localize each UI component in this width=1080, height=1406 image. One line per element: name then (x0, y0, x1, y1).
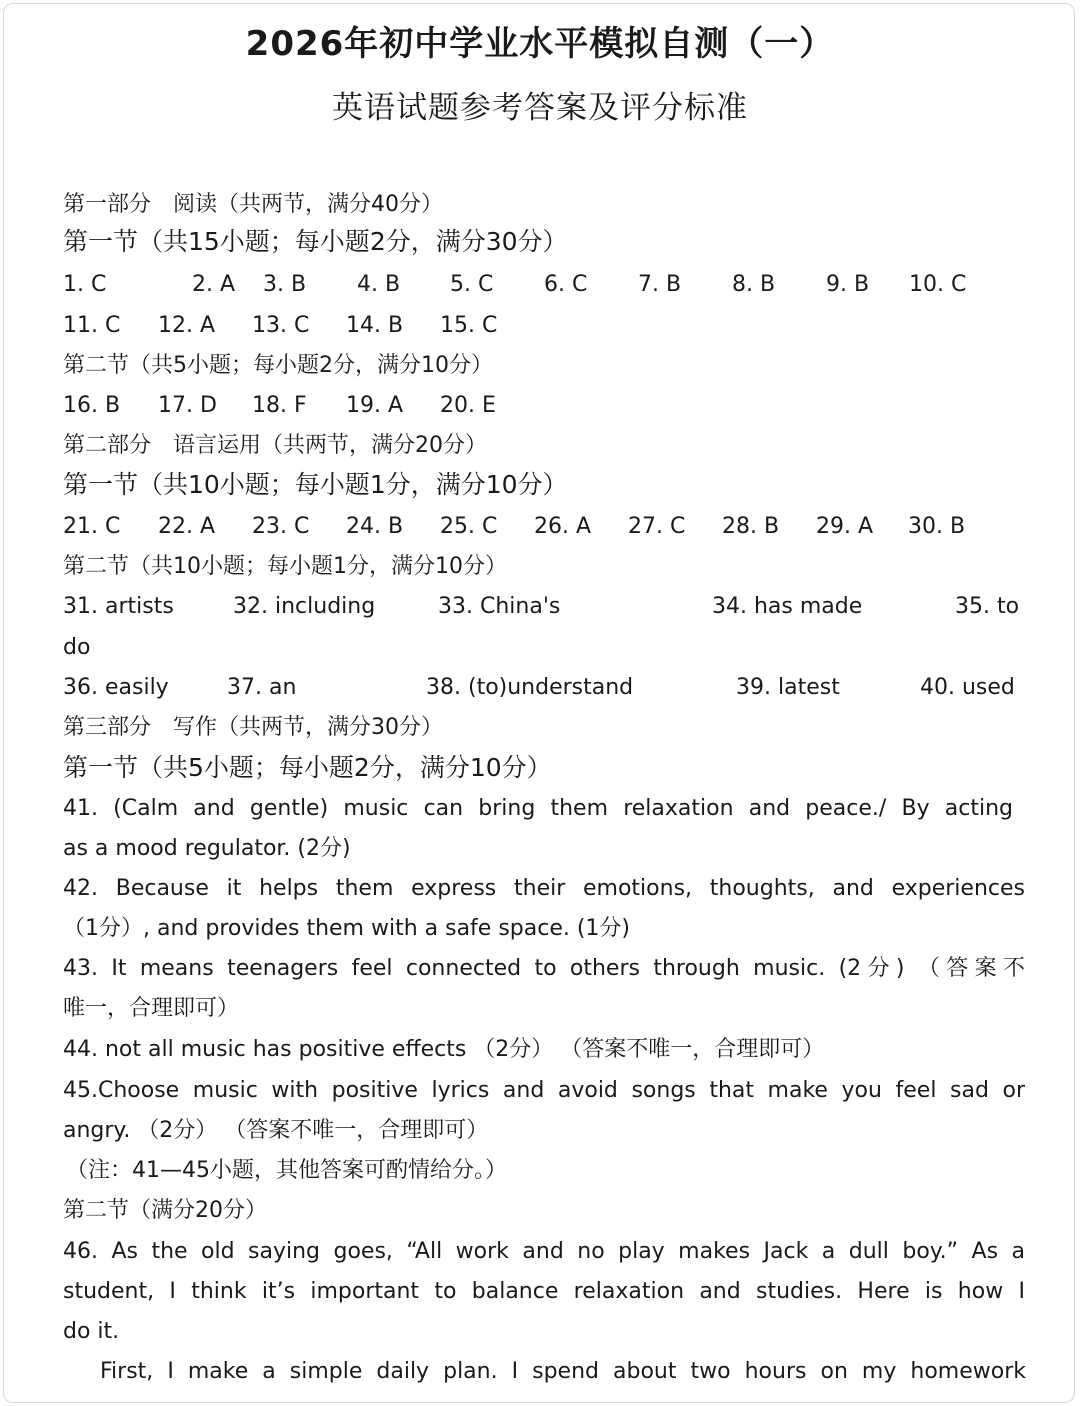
answer-item: 33. China's (438, 594, 561, 619)
answer-item: 34. has made (712, 594, 863, 619)
answer-item: 32. including (233, 594, 376, 619)
answer-item: 1. C (63, 272, 107, 297)
answer-item: 6. C (544, 272, 588, 297)
part1-heading: 第一部分 阅读（共两节，满分40分） (63, 192, 443, 217)
answer-item: 36. easily (63, 675, 169, 700)
answer-item: 35. to (955, 594, 1020, 619)
answer-item: 29. A (816, 514, 874, 539)
answer-item: 9. B (826, 272, 870, 297)
answer-item: 12. A (158, 313, 216, 338)
answer-item: 22. A (158, 514, 216, 539)
answer-item: 15. C (440, 313, 498, 338)
answer-item: 31. artists (63, 594, 174, 619)
answer-41-line1: 41. (Calm and gentle) music can bring them relaxation and peace./ By acting (63, 796, 1013, 821)
part1-sec1-heading: 第一节（共15小题；每小题2分，满分30分） (63, 227, 568, 256)
answer-item: 13. C (252, 313, 310, 338)
answer-45-line1: 45.Choose music with positive lyrics and avoid songs that make you feel sad or (63, 1078, 1025, 1103)
answer-item: 3. B (263, 272, 307, 297)
page-subtitle: 英语试题参考答案及评分标准 (332, 90, 748, 126)
page-title: 2026年初中学业水平模拟自测（一） (245, 24, 835, 64)
answer-42-line1: 42. Because it helps them express their emotions, thoughts, and experiences (63, 876, 1025, 901)
answer-item: 39. latest (736, 675, 840, 700)
answer-item: 20. E (440, 393, 496, 418)
answer-item: 38. (to)understand (426, 675, 634, 700)
answer-item: 10. C (909, 272, 967, 297)
answer-item: 26. A (534, 514, 592, 539)
essay-line1: 46. As the old saying goes, “All work and no play makes Jack a dull boy.” As a (63, 1239, 1025, 1264)
answer-item: 7. B (638, 272, 682, 297)
answer-item: 40. used (920, 675, 1015, 700)
answer-item: 14. B (346, 313, 404, 338)
answer-43-line2: 唯一，合理即可） (63, 996, 240, 1021)
answer-item: 8. B (732, 272, 776, 297)
answer-item: 17. D (158, 393, 217, 418)
answer-item: 30. B (908, 514, 966, 539)
answer-item: 18. F (252, 393, 307, 418)
answer-41-line2: as a mood regulator. (2分) (63, 836, 351, 861)
answer-43-line1: 43. It means teenagers feel connected to others through music. (2分) （答案不 (63, 956, 1025, 981)
essay-line3: do it. (63, 1319, 120, 1344)
answer-item: 11. C (63, 313, 121, 338)
answer-42-line2: （1分）, and provides them with a safe space. (1分) (63, 916, 631, 941)
answer-item: 25. C (440, 514, 498, 539)
answer-item: 27. C (628, 514, 686, 539)
answer-item: 23. C (252, 514, 310, 539)
answer-item: 24. B (346, 514, 404, 539)
part3-heading: 第三部分 写作（共两节，满分30分） (63, 715, 443, 740)
answer-item: 19. A (346, 393, 404, 418)
answer-item: 2. A (192, 272, 236, 297)
answer-item: 16. B (63, 393, 121, 418)
part3-sec1-heading: 第一节（共5小题；每小题2分，满分10分） (63, 753, 552, 782)
answer-item: 5. C (450, 272, 494, 297)
essay-line4: First, I make a simple daily plan. I spend about two hours on my homework (100, 1359, 1026, 1384)
answer-item: 21. C (63, 514, 121, 539)
answer-45-line2: angry. （2分） （答案不唯一，合理即可） (63, 1118, 489, 1143)
part2-sec2-heading: 第二节（共10小题；每小题1分，满分10分） (63, 554, 507, 579)
part2-heading: 第二部分 语言运用（共两节，满分20分） (63, 433, 487, 458)
part2-sec1-heading: 第一节（共10小题；每小题1分，满分10分） (63, 470, 568, 499)
answer-wrap: do (63, 635, 91, 660)
answer-item: 28. B (722, 514, 780, 539)
part3-sec2-heading: 第二节（满分20分） (63, 1198, 267, 1223)
essay-line2: student, I think it’s important to balance relaxation and studies. Here is how I (63, 1279, 1025, 1304)
answer-item: 4. B (357, 272, 401, 297)
answer-item: 37. an (227, 675, 297, 700)
scoring-note: （注：41—45小题，其他答案可酌情给分。） (66, 1158, 507, 1183)
part1-sec2-heading: 第二节（共5小题；每小题2分，满分10分） (63, 353, 493, 378)
answer-44: 44. not all music has positive effects （2分） （答案不唯一，合理即可） (63, 1037, 825, 1062)
